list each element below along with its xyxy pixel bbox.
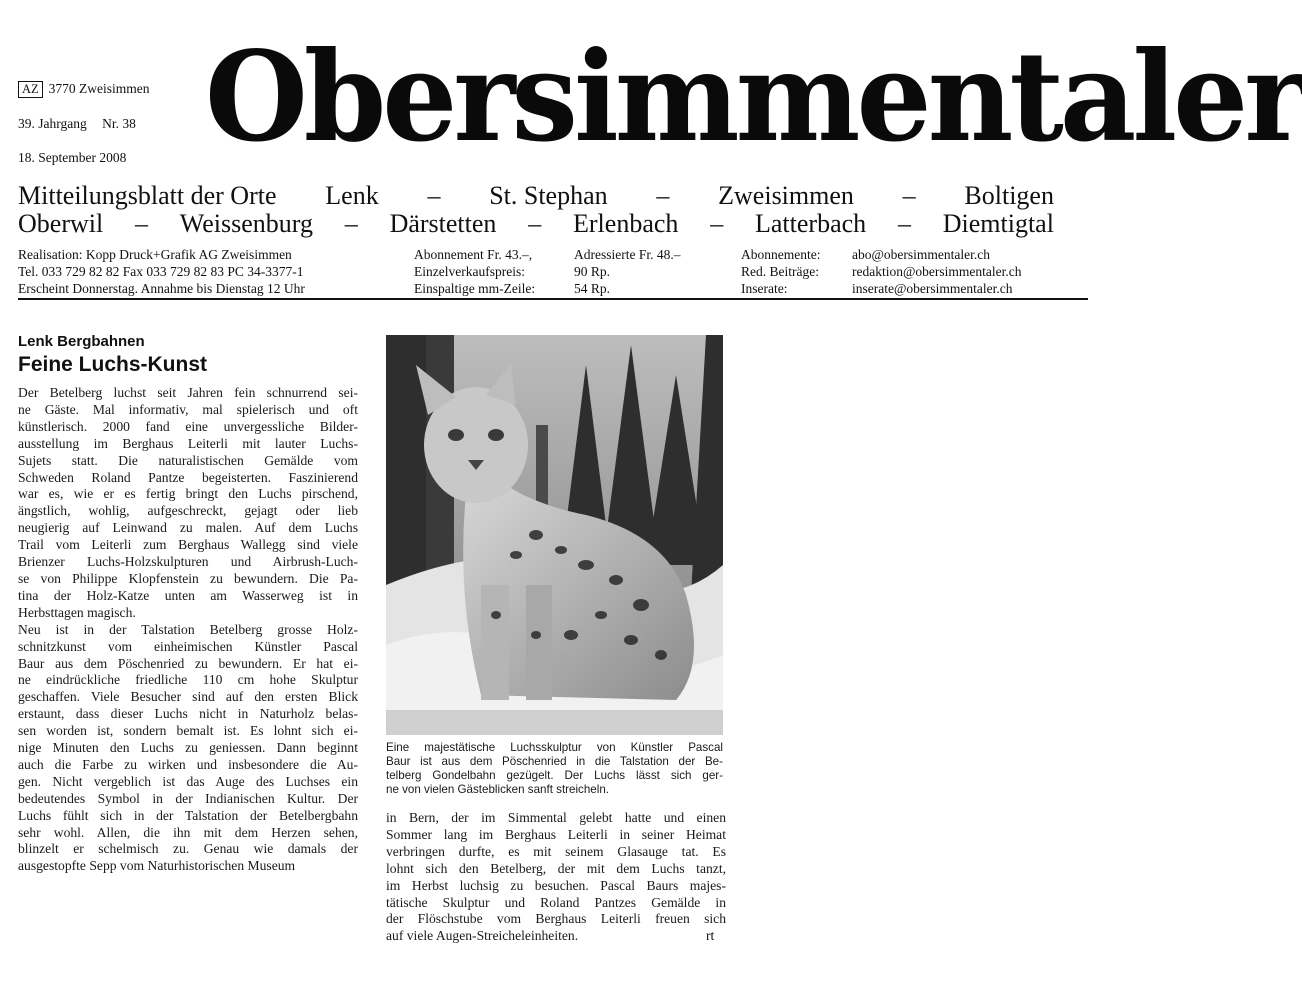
issue-number: Nr. 38	[102, 116, 136, 131]
separator: –	[344, 209, 358, 238]
postal-line	[18, 81, 150, 98]
place: St. Stephan	[489, 181, 608, 210]
body-text-line: blinzelt er schelmisch zu. Genau wie damals der	[18, 841, 358, 857]
body-text-line: im Herbst luchsig zu besuchen. Pascal Baurs majes-	[386, 877, 726, 893]
place: Latterbach	[755, 209, 867, 238]
place: Boltigen	[964, 181, 1054, 210]
body-text-line: geschaffen. Viele Besucher sind auf den ersten Blick	[18, 689, 358, 705]
contact-label: Red. Beiträge:	[741, 264, 819, 279]
body-text-line: war es, wie er es fertig bringt den Luchs pirschend,	[18, 486, 358, 502]
az-box: AZ	[18, 81, 43, 98]
body-text-line: ne Gäste. Mal informativ, mal spielerisch und oft	[18, 401, 358, 417]
newspaper-title: Obersimmentaler	[205, 23, 1302, 170]
pricing-value: Adressierte Fr. 48.–	[574, 247, 681, 262]
place: Därstetten	[389, 209, 497, 238]
place: Erlenbach	[573, 209, 679, 238]
photo-caption	[386, 741, 723, 797]
separator: –	[528, 209, 542, 238]
publisher-line: Realisation: Kopp Druck+Grafik AG Zweisimmen	[18, 247, 292, 262]
contact-label: Inserate:	[741, 281, 788, 296]
body-text-line: Schweden Roland Pantze begeisterten. Faszinierend	[18, 469, 358, 485]
caption-line: Eine majestätische Luchsskulptur von Künstler Pascal	[386, 741, 723, 754]
place: Zweisimmen	[718, 181, 854, 210]
body-text-line: ängstlich, wohlig, aufgeschreckt, gejagt oder lieb	[18, 503, 358, 519]
body-text-line: ne eindrückliche friedliche 110 cm hohe Skulptur	[18, 672, 358, 688]
body-text-line: se von Philippe Klopfenstein zu bewundern. Die Pa-	[18, 570, 358, 586]
contact-email: abo@obersimmentaler.ch	[852, 247, 991, 262]
contact-labels	[741, 246, 820, 297]
separator: –	[902, 181, 916, 210]
author-signature: rt	[706, 928, 715, 943]
article-kicker: Lenk Bergbahnen	[18, 333, 145, 350]
places-line-1	[18, 182, 1054, 210]
volume: 39. Jahrgang	[18, 116, 87, 131]
separator: –	[427, 181, 441, 210]
separator: –	[897, 209, 911, 238]
place: Lenk	[325, 181, 379, 210]
body-text-line: nige Minuten den Luchs zu geniessen. Dann beginnt	[18, 740, 358, 756]
body-text-line: Der Betelberg luchst seit Jahren fein schnurrend sei-	[18, 385, 358, 400]
pricing-value: 90 Rp.	[574, 264, 611, 279]
body-text-line: in Bern, der im Simmental gelebt hatte und einen	[386, 810, 726, 825]
pricing-value: 54 Rp.	[574, 281, 611, 296]
body-text-line: ausstellung im Berghaus Leiterli mit lauter Luchs-	[18, 435, 358, 451]
place: Mitteilungsblatt der Orte	[18, 181, 277, 210]
body-text-line: Neu ist in der Talstation Betelberg grosse Holz-	[18, 621, 358, 637]
body-text-line: tina der Holz-Katze unten am Wasserweg ist in	[18, 587, 358, 603]
body-text-line: erstaunt, dass dieser Luchs nicht in Naturholz belas-	[18, 706, 358, 722]
separator: –	[135, 209, 148, 238]
body-text-line: bedeutendes Symbol in der Indianischen Kultur. Der	[18, 790, 358, 806]
contact-label: Abonnemente:	[741, 247, 821, 262]
separator: –	[656, 181, 670, 210]
body-text-line: künstlerisch. 2000 fand eine unvergessliche Bilder-	[18, 418, 358, 434]
separator: –	[710, 209, 724, 238]
contact-email: inserate@obersimmentaler.ch	[852, 281, 1013, 296]
body-text-line: lohnt sich den Betelberg, der mit dem Luchs tanzt,	[386, 860, 726, 876]
pricing-label: Einzelverkaufspreis:	[414, 264, 525, 279]
body-text-line: Trail vom Leiterli zum Berghaus Wallegg sind viele	[18, 537, 358, 553]
publisher-line: Erscheint Donnerstag. Annahme bis Dienstag 12 Uhr	[18, 281, 305, 296]
body-text-line: schnitzkunst vom einheimischen Künstler Pascal	[18, 638, 358, 654]
postal-location: 3770 Zweisimmen	[48, 81, 150, 96]
body-text-line: der Flöschstube vom Berghaus Leiterli freuen sich	[386, 911, 726, 927]
contact-email: redaktion@obersimmentaler.ch	[852, 264, 1022, 279]
pricing-values	[574, 246, 680, 297]
issue-date: 18. September 2008	[18, 150, 127, 165]
body-text-line: gen. Nicht vergeblich ist das Auge des Luchses ein	[18, 773, 358, 789]
body-text-line: sen worden ist, sondern bemalt ist. Es lohnt sich ei-	[18, 723, 358, 739]
lynx-sculpture-photo	[386, 335, 723, 735]
body-text-line: tätische Skulptur und Roland Pantzes Gemälde in	[386, 894, 726, 910]
place: Diemtigtal	[942, 209, 1054, 238]
body-text-line: auch die Farbe zu wirken und insbesondere die Au-	[18, 756, 358, 772]
body-text-line: ausgestopfte Sepp vom Naturhistorischen Museum	[18, 858, 296, 874]
contact-emails	[852, 246, 1022, 297]
pricing-labels	[414, 246, 535, 297]
body-text-line: Herbsttagen magisch.	[18, 604, 136, 620]
pricing-label: Abonnement Fr. 43.–,	[414, 247, 533, 262]
article-headline: Feine Luchs-Kunst	[18, 353, 208, 376]
body-text-line: neugierig auf Leinwand zu malen. Auf dem Luchs	[18, 520, 358, 536]
publisher-line: Tel. 033 729 82 82 Fax 033 729 82 83 PC 34-3377-1	[18, 264, 304, 279]
place: Weissenburg	[179, 209, 313, 238]
body-text-line: verbringen durfte, es mit seinem Glasauge tat. Es	[386, 843, 726, 859]
pricing-label: Einspaltige mm-Zeile:	[414, 281, 536, 296]
caption-line: ne von vielen Gästeblicken sanft streicheln.	[386, 783, 609, 796]
body-text-line: Sommer lang im Berghaus Leiterli in seiner Heimat	[386, 826, 726, 842]
place: Oberwil	[18, 209, 104, 238]
body-text-line: Brienzer Luchs-Holzskulpturen und Airbrush-Luch-	[18, 554, 358, 570]
article-column-1	[18, 385, 358, 875]
caption-line: telberg Gondelbahn gezügelt. Der Luchs lässt sich ger-	[386, 769, 723, 782]
article-column-2	[386, 810, 726, 945]
masthead-divider	[18, 298, 1088, 300]
publisher-info	[18, 246, 305, 297]
body-text-line: sehr wohl. Allen, die ihn mit dem Herzen sehen,	[18, 824, 358, 840]
body-text-line: Luchs fühlt sich in der Talstation der Betelbergbahn	[18, 807, 358, 823]
body-text-line: Baur aus dem Pöschenried zu bewundern. Er hat ei-	[18, 655, 358, 671]
places-line-2	[18, 210, 1054, 238]
body-text-line: auf viele Augen-Streicheleinheiten.	[386, 928, 579, 944]
body-text-line: Sujets statt. Die naturalistischen Gemälde vom	[18, 452, 358, 468]
volume-line	[18, 116, 136, 132]
caption-line: Baur ist aus dem Pöschenried in die Talstation der Be-	[386, 755, 723, 768]
